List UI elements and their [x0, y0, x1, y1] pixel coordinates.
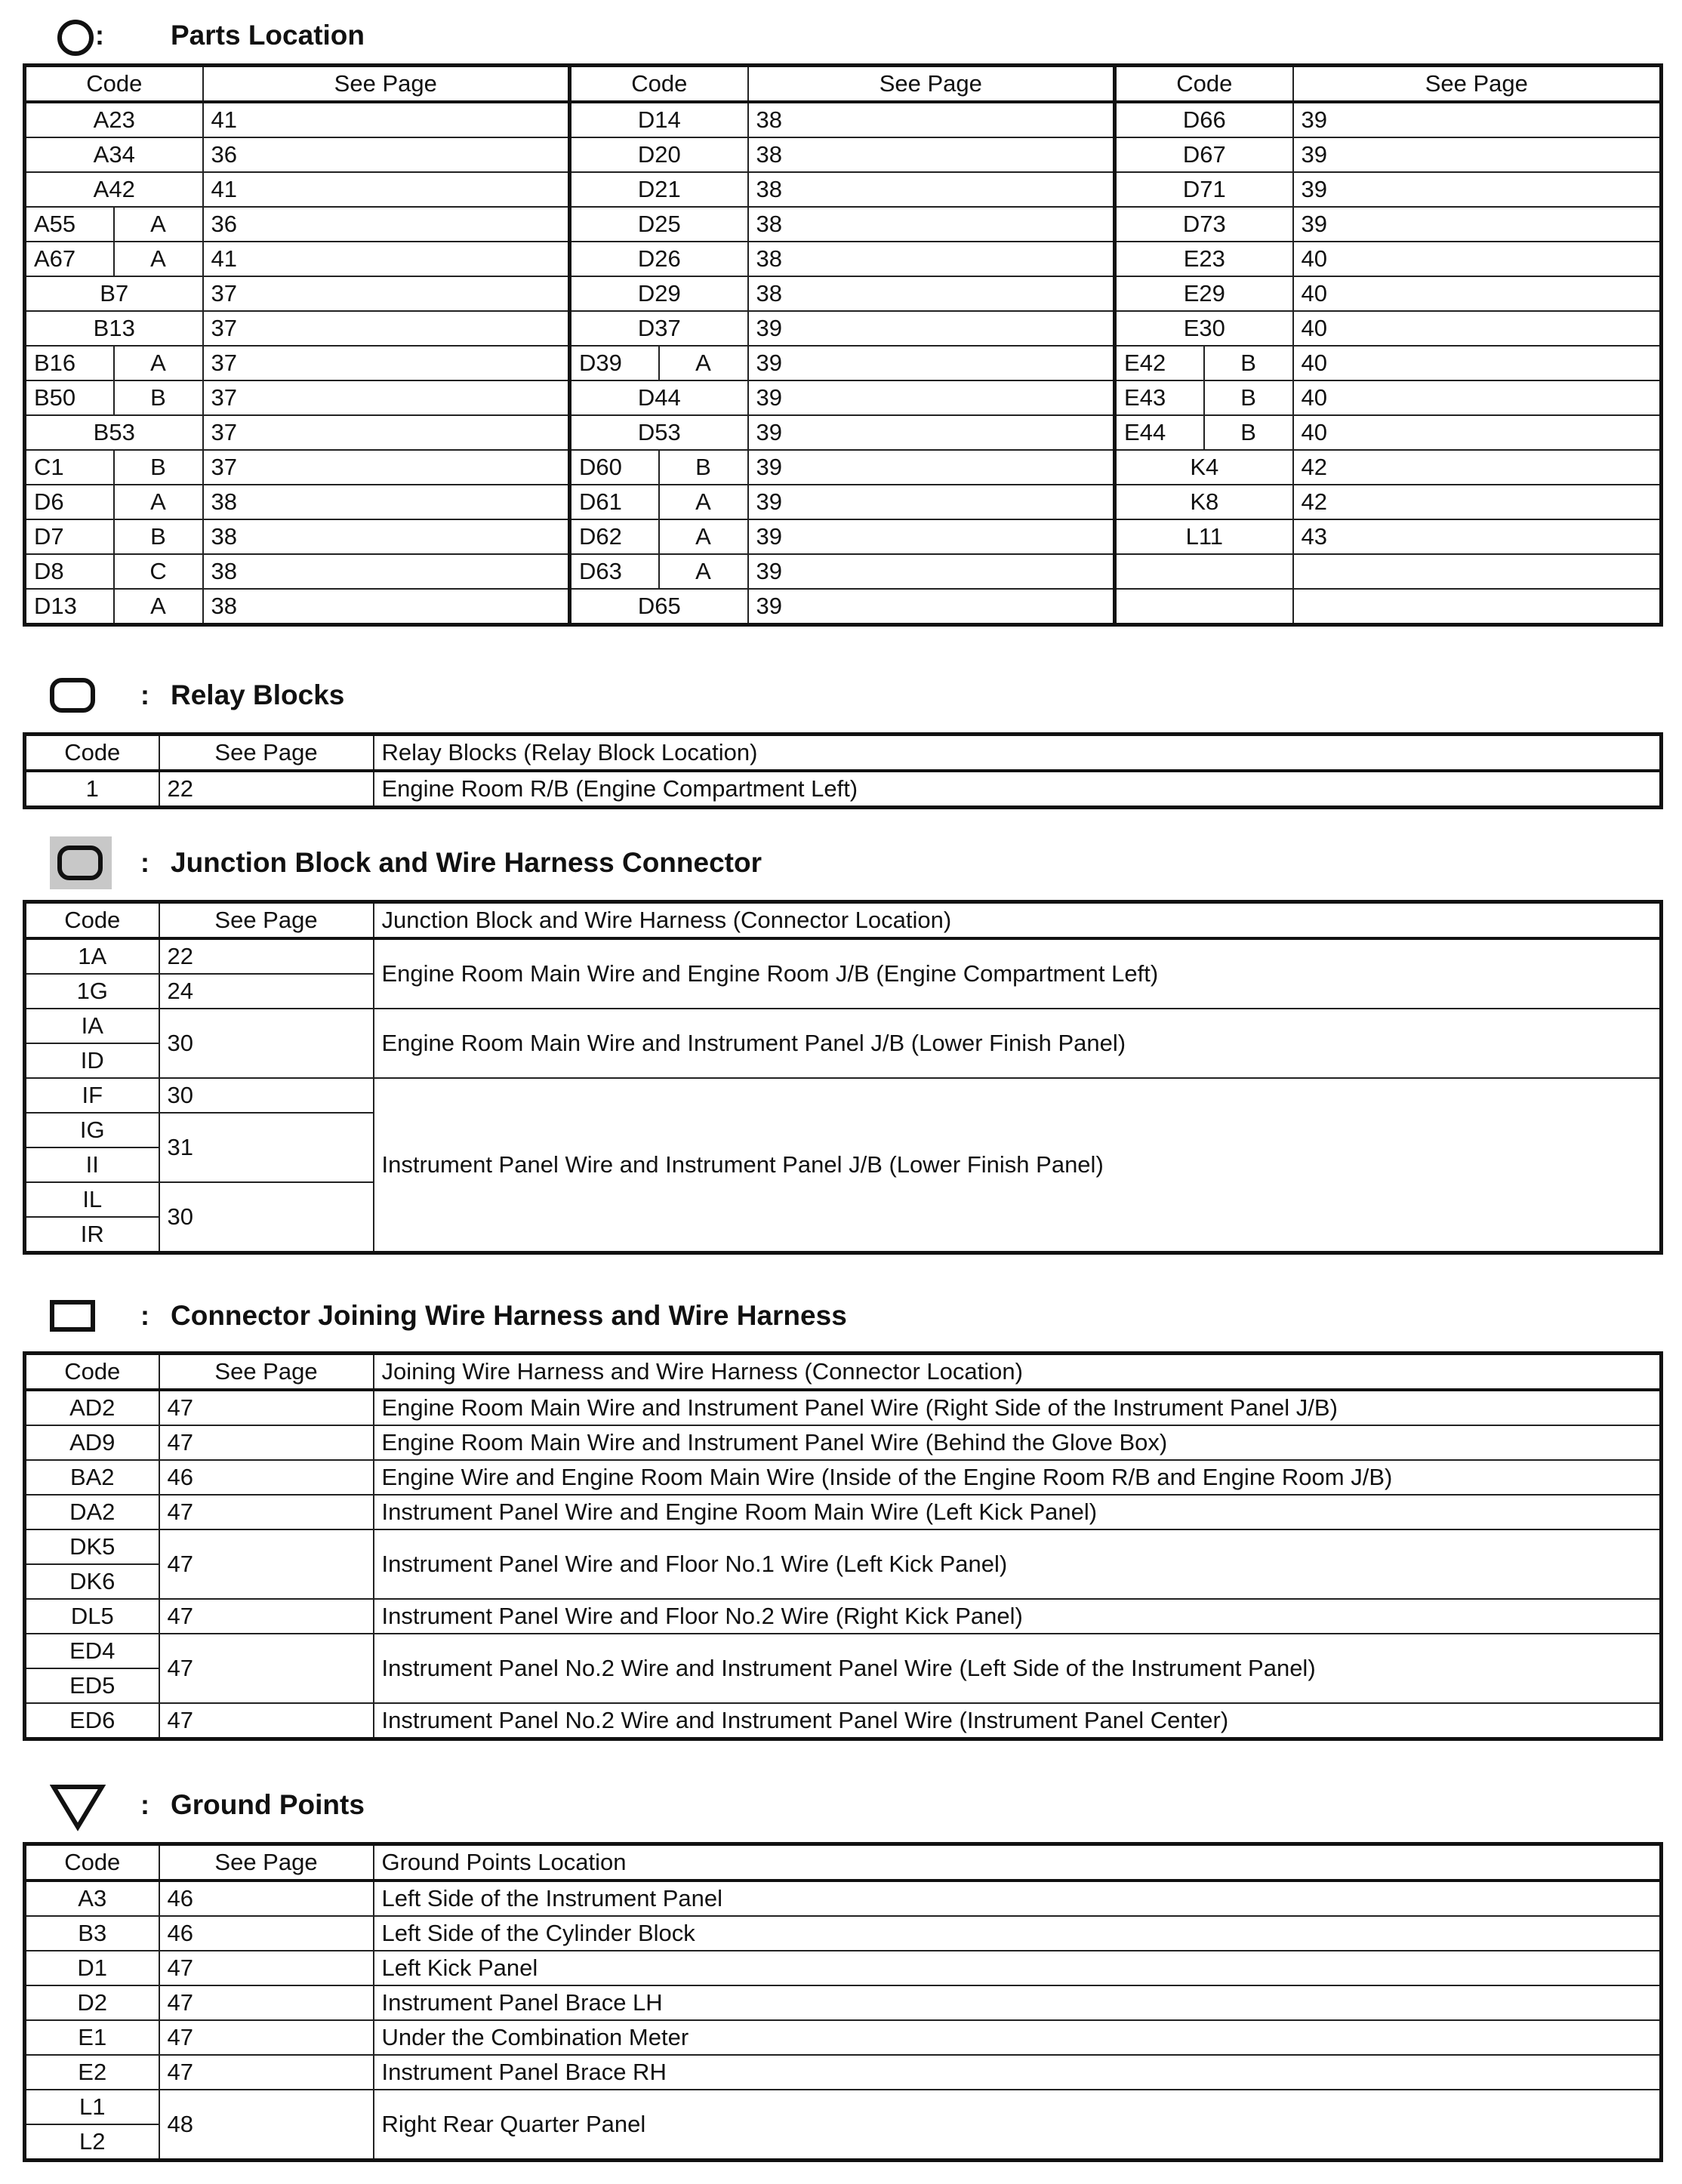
description-cell: Instrument Panel No.2 Wire and Instrument Panel Wire (Left Side of the Instrument Panel): [374, 1634, 1662, 1703]
code-cell: B53: [25, 415, 203, 450]
page-cell: 47: [159, 1495, 374, 1529]
table-row: [25, 1390, 1662, 1425]
code-cell: E23: [1115, 242, 1293, 276]
code-cell: ID: [25, 1043, 159, 1078]
page-cell: 24: [159, 974, 374, 1009]
table-row: [25, 1951, 1662, 1985]
code-cell: L1: [25, 2090, 159, 2124]
code-cell: 1: [25, 771, 159, 808]
page-cell: 40: [1293, 242, 1662, 276]
sub-code-cell: A: [114, 589, 203, 625]
page-cell: 40: [1293, 346, 1662, 380]
code-cell: A67: [25, 242, 114, 276]
page-cell: 30: [159, 1009, 374, 1078]
page-cell: 22: [159, 771, 374, 808]
description-cell: Engine Room R/B (Engine Compartment Left): [374, 771, 1662, 808]
sub-code-cell: B: [659, 450, 748, 485]
table-row: [25, 1495, 1662, 1529]
code-cell: A3: [25, 1881, 159, 1916]
code-cell: [1115, 554, 1293, 589]
table-row: [25, 1916, 1662, 1951]
code-cell: D66: [1115, 102, 1293, 137]
code-cell: C1: [25, 450, 114, 485]
page-cell: 38: [203, 485, 570, 519]
page-cell: 39: [1293, 172, 1662, 207]
connector-joining-table: [23, 1351, 1663, 1741]
page-cell: 38: [748, 137, 1115, 172]
table-row: [25, 1881, 1662, 1916]
code-cell: E30: [1115, 311, 1293, 346]
code-cell: E2: [25, 2055, 159, 2090]
parts-table-body: [25, 102, 1662, 625]
sub-code-cell: B: [114, 450, 203, 485]
column-header: Code: [25, 66, 203, 103]
section-title: Ground Points: [171, 1789, 365, 1820]
code-cell: E29: [1115, 276, 1293, 311]
code-cell: D37: [570, 311, 748, 346]
page-cell: 39: [748, 311, 1115, 346]
page-cell: 39: [748, 346, 1115, 380]
page-cell: 46: [159, 1916, 374, 1951]
page-cell: 39: [748, 554, 1115, 589]
page-cell: 39: [748, 450, 1115, 485]
page-cell: 37: [203, 415, 570, 450]
description-cell: Instrument Panel Brace RH: [374, 2055, 1662, 2090]
page-cell: [1293, 589, 1662, 625]
table-row: [25, 346, 1662, 380]
page-cell: 39: [748, 589, 1115, 625]
code-cell: DK5: [25, 1529, 159, 1564]
page-cell: 38: [203, 554, 570, 589]
page-cell: 38: [748, 276, 1115, 311]
sub-code-cell: B: [1204, 346, 1293, 380]
code-cell: D1: [25, 1951, 159, 1985]
section-title: Connector Joining Wire Harness and Wire Harness: [171, 1300, 847, 1331]
code-cell: D63: [570, 554, 659, 589]
sub-code-cell: A: [114, 242, 203, 276]
page-cell: 46: [159, 1460, 374, 1495]
sub-code-cell: C: [114, 554, 203, 589]
code-cell: D53: [570, 415, 748, 450]
table-row: [25, 276, 1662, 311]
code-cell: 1G: [25, 974, 159, 1009]
sub-code-cell: A: [659, 519, 748, 554]
column-header: See Page: [1293, 66, 1662, 103]
table-row: [25, 1460, 1662, 1495]
table-row: [25, 1529, 1662, 1564]
page-cell: 46: [159, 1881, 374, 1916]
column-header: See Page: [159, 1354, 374, 1391]
page-cell: 41: [203, 102, 570, 137]
table-row: [25, 2090, 1662, 2124]
description-cell: Engine Room Main Wire and Instrument Panel Wire (Right Side of the Instrument Panel J/B): [374, 1390, 1662, 1425]
code-cell: DK6: [25, 1564, 159, 1599]
page-cell: 37: [203, 276, 570, 311]
colon: :: [140, 1789, 149, 1820]
table-row: [25, 1985, 1662, 2020]
table-row: [25, 485, 1662, 519]
sub-code-cell: A: [114, 485, 203, 519]
page-cell: 47: [159, 1390, 374, 1425]
page-cell: 38: [748, 207, 1115, 242]
junction-block-table: [23, 900, 1663, 1255]
column-header: Code: [25, 902, 159, 939]
section-title: Relay Blocks: [171, 679, 345, 710]
code-cell: E1: [25, 2020, 159, 2055]
table-row: [25, 554, 1662, 589]
code-cell: D62: [570, 519, 659, 554]
colon: :: [140, 847, 149, 878]
column-header: Ground Points Location: [374, 1844, 1662, 1881]
page-cell: 42: [1293, 450, 1662, 485]
rectangle-icon: [50, 1300, 95, 1332]
code-cell: D71: [1115, 172, 1293, 207]
column-header: Code: [25, 1354, 159, 1391]
page-cell: 39: [748, 380, 1115, 415]
code-cell: A55: [25, 207, 114, 242]
code-cell: ED6: [25, 1703, 159, 1739]
page-cell: 47: [159, 1634, 374, 1703]
sub-code-cell: A: [659, 485, 748, 519]
ground-points-table: [23, 1842, 1663, 2162]
column-header: See Page: [203, 66, 570, 103]
description-cell: Engine Wire and Engine Room Main Wire (Inside of the Engine Room R/B and Engine Room J/B): [374, 1460, 1662, 1495]
page-cell: 47: [159, 1951, 374, 1985]
description-cell: Engine Room Main Wire and Engine Room J/B (Engine Compartment Left): [374, 938, 1662, 1009]
description-cell: Left Kick Panel: [374, 1951, 1662, 1985]
description-cell: Instrument Panel No.2 Wire and Instrument Panel Wire (Instrument Panel Center): [374, 1703, 1662, 1739]
code-cell: A34: [25, 137, 203, 172]
description-cell: Instrument Panel Brace LH: [374, 1985, 1662, 2020]
rounded-rectangle-icon: [57, 846, 103, 880]
sub-code-cell: A: [659, 346, 748, 380]
description-cell: Engine Room Main Wire and Instrument Panel J/B (Lower Finish Panel): [374, 1009, 1662, 1078]
description-cell: Left Side of the Instrument Panel: [374, 1881, 1662, 1916]
code-cell: D20: [570, 137, 748, 172]
code-cell: IA: [25, 1009, 159, 1043]
table-row: [25, 519, 1662, 554]
page-cell: 40: [1293, 276, 1662, 311]
page-cell: 30: [159, 1078, 374, 1113]
page-cell: 40: [1293, 380, 1662, 415]
code-cell: E44: [1115, 415, 1204, 450]
table-row: [25, 172, 1662, 207]
page-cell: 39: [1293, 102, 1662, 137]
code-cell: DL5: [25, 1599, 159, 1634]
code-cell: D44: [570, 380, 748, 415]
sub-code-cell: A: [659, 554, 748, 589]
page-cell: 39: [748, 415, 1115, 450]
table-row: [25, 1009, 1662, 1043]
column-header: See Page: [159, 735, 374, 772]
code-cell: D61: [570, 485, 659, 519]
page-cell: 41: [203, 172, 570, 207]
page-cell: 39: [1293, 207, 1662, 242]
page-cell: 47: [159, 2020, 374, 2055]
page-cell: 40: [1293, 415, 1662, 450]
page-cell: 39: [1293, 137, 1662, 172]
code-cell: [1115, 589, 1293, 625]
description-cell: Instrument Panel Wire and Engine Room Main Wire (Left Kick Panel): [374, 1495, 1662, 1529]
description-cell: Right Rear Quarter Panel: [374, 2090, 1662, 2161]
column-header: Relay Blocks (Relay Block Location): [374, 735, 1662, 772]
code-cell: D73: [1115, 207, 1293, 242]
page-cell: 36: [203, 207, 570, 242]
code-cell: AD9: [25, 1425, 159, 1460]
sub-code-cell: A: [114, 207, 203, 242]
page-cell: 41: [203, 242, 570, 276]
code-cell: L2: [25, 2124, 159, 2161]
page-cell: 47: [159, 1425, 374, 1460]
code-cell: L11: [1115, 519, 1293, 554]
page-cell: 42: [1293, 485, 1662, 519]
code-cell: E43: [1115, 380, 1204, 415]
code-cell: D65: [570, 589, 748, 625]
code-cell: DA2: [25, 1495, 159, 1529]
page-cell: 47: [159, 1529, 374, 1599]
code-cell: D26: [570, 242, 748, 276]
table-row: [25, 2055, 1662, 2090]
code-cell: A23: [25, 102, 203, 137]
code-cell: D67: [1115, 137, 1293, 172]
page-cell: 48: [159, 2090, 374, 2161]
code-cell: B13: [25, 311, 203, 346]
circle-icon: [57, 20, 94, 56]
table-row: [25, 1703, 1662, 1739]
page-cell: 37: [203, 380, 570, 415]
description-cell: Engine Room Main Wire and Instrument Panel Wire (Behind the Glove Box): [374, 1425, 1662, 1460]
table-row: [25, 380, 1662, 415]
table-row: [25, 1599, 1662, 1634]
page-cell: 47: [159, 1599, 374, 1634]
code-cell: IG: [25, 1113, 159, 1147]
code-cell: D21: [570, 172, 748, 207]
table-row: [25, 207, 1662, 242]
ground-triangle-icon: [50, 1783, 106, 1831]
code-cell: B16: [25, 346, 114, 380]
code-cell: D6: [25, 485, 114, 519]
page-cell: 22: [159, 938, 374, 974]
table-row: [25, 450, 1662, 485]
rounded-rectangle-icon: [50, 678, 95, 713]
code-cell: A42: [25, 172, 203, 207]
page-cell: 38: [748, 242, 1115, 276]
code-cell: D60: [570, 450, 659, 485]
code-cell: B3: [25, 1916, 159, 1951]
code-cell: B50: [25, 380, 114, 415]
table-row: [25, 589, 1662, 625]
page-cell: 38: [748, 102, 1115, 137]
page-cell: 31: [159, 1113, 374, 1182]
page-cell: 38: [203, 519, 570, 554]
table-row: [25, 771, 1662, 808]
relay-blocks-table: [23, 732, 1663, 809]
colon: :: [95, 20, 104, 51]
page-cell: 30: [159, 1182, 374, 1253]
description-cell: Left Side of the Cylinder Block: [374, 1916, 1662, 1951]
table-row: [25, 1078, 1662, 1113]
page-cell: 37: [203, 346, 570, 380]
sub-code-cell: B: [114, 380, 203, 415]
sub-code-cell: B: [1204, 380, 1293, 415]
page-cell: 40: [1293, 311, 1662, 346]
column-header: Code: [570, 66, 748, 103]
code-cell: D13: [25, 589, 114, 625]
code-cell: II: [25, 1147, 159, 1182]
page-cell: 39: [748, 485, 1115, 519]
page-cell: 37: [203, 450, 570, 485]
colon: :: [140, 1300, 149, 1331]
page-cell: 47: [159, 1703, 374, 1739]
column-header: Joining Wire Harness and Wire Harness (Connector Location): [374, 1354, 1662, 1391]
description-cell: Instrument Panel Wire and Floor No.2 Wire (Right Kick Panel): [374, 1599, 1662, 1634]
page-cell: [1293, 554, 1662, 589]
code-cell: ED5: [25, 1668, 159, 1703]
code-cell: D8: [25, 554, 114, 589]
page-cell: 47: [159, 2055, 374, 2090]
table-row: [25, 242, 1662, 276]
column-header: See Page: [159, 902, 374, 939]
page-cell: 43: [1293, 519, 1662, 554]
code-cell: BA2: [25, 1460, 159, 1495]
description-cell: Instrument Panel Wire and Floor No.1 Wire (Left Kick Panel): [374, 1529, 1662, 1599]
code-cell: IL: [25, 1182, 159, 1217]
section-title: Parts Location: [171, 20, 365, 51]
code-cell: IF: [25, 1078, 159, 1113]
code-cell: 1A: [25, 938, 159, 974]
table-row: [25, 137, 1662, 172]
column-header: See Page: [748, 66, 1115, 103]
code-cell: ED4: [25, 1634, 159, 1668]
code-cell: IR: [25, 1217, 159, 1253]
code-cell: K8: [1115, 485, 1293, 519]
table-row: [25, 415, 1662, 450]
page-cell: 36: [203, 137, 570, 172]
page-cell: 47: [159, 1985, 374, 2020]
column-header: Code: [25, 735, 159, 772]
code-cell: E42: [1115, 346, 1204, 380]
page-cell: 38: [203, 589, 570, 625]
sub-code-cell: A: [114, 346, 203, 380]
description-cell: Instrument Panel Wire and Instrument Panel J/B (Lower Finish Panel): [374, 1078, 1662, 1253]
description-cell: Under the Combination Meter: [374, 2020, 1662, 2055]
code-cell: K4: [1115, 450, 1293, 485]
table-row: [25, 2020, 1662, 2055]
table-row: [25, 102, 1662, 137]
column-header: Code: [25, 1844, 159, 1881]
column-header: Junction Block and Wire Harness (Connector Location): [374, 902, 1662, 939]
page-cell: 38: [748, 172, 1115, 207]
code-cell: D29: [570, 276, 748, 311]
column-header: See Page: [159, 1844, 374, 1881]
sub-code-cell: B: [114, 519, 203, 554]
table-row: [25, 1425, 1662, 1460]
code-cell: B7: [25, 276, 203, 311]
column-header: Code: [1115, 66, 1293, 103]
sub-code-cell: B: [1204, 415, 1293, 450]
section-title: Junction Block and Wire Harness Connector: [171, 847, 762, 878]
code-cell: AD2: [25, 1390, 159, 1425]
table-row: [25, 1634, 1662, 1668]
code-cell: D25: [570, 207, 748, 242]
colon: :: [140, 679, 149, 710]
table-row: [25, 311, 1662, 346]
code-cell: D7: [25, 519, 114, 554]
table-row: [25, 938, 1662, 974]
code-cell: D2: [25, 1985, 159, 2020]
page-cell: 39: [748, 519, 1115, 554]
code-cell: D39: [570, 346, 659, 380]
parts-location-table: [23, 63, 1663, 627]
page-cell: 37: [203, 311, 570, 346]
code-cell: D14: [570, 102, 748, 137]
